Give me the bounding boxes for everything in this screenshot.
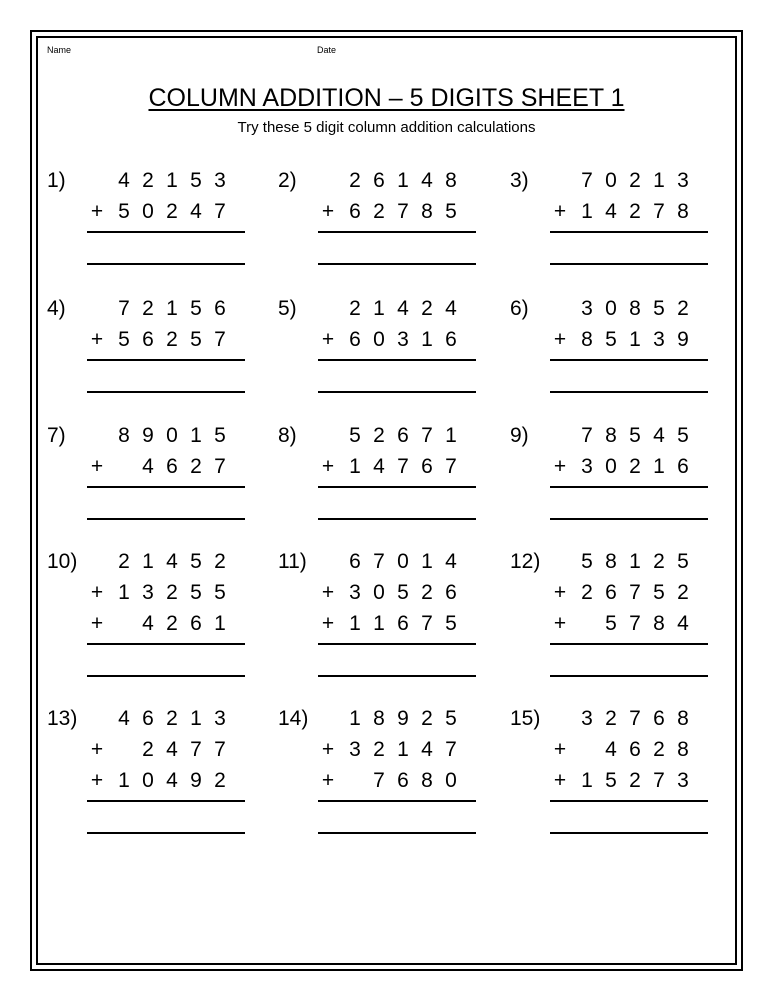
answer-line[interactable] [550,391,708,393]
digit: 5 [605,612,617,635]
addend-row [510,199,750,225]
digit: 7 [373,550,385,573]
digit: 6 [397,769,409,792]
digit: 5 [190,328,202,351]
digit: 7 [653,200,665,223]
problem-6 [510,296,750,426]
digit: 1 [581,200,593,223]
addend-row [510,327,750,353]
digit: 3 [349,581,361,604]
digit: 7 [629,707,641,730]
digit: 5 [677,550,689,573]
plus-sign: + [90,612,104,635]
answer-line[interactable] [87,675,245,677]
plus-sign: + [90,769,104,792]
digit: 3 [142,581,154,604]
addend-row-first [510,706,750,732]
digit: 2 [142,169,154,192]
answer-line[interactable] [318,832,476,834]
digit: 7 [397,200,409,223]
sum-line [550,231,708,233]
plus-sign: + [553,738,567,761]
digit: 4 [653,424,665,447]
digit: 4 [373,455,385,478]
digit: 2 [629,200,641,223]
digit: 3 [349,738,361,761]
digit: 0 [142,769,154,792]
answer-line[interactable] [318,518,476,520]
problem-14 [278,706,518,836]
problem-number: 13) [47,707,78,730]
digit: 7 [190,738,202,761]
digit: 4 [118,707,130,730]
digit: 1 [397,738,409,761]
digit: 8 [677,707,689,730]
plus-sign: + [321,769,335,792]
digit: 1 [629,550,641,573]
sum-line [87,231,245,233]
problem-number: 6) [510,297,529,320]
digit: 5 [629,424,641,447]
plus-sign: + [321,328,335,351]
digit: 6 [397,424,409,447]
digit: 8 [421,769,433,792]
plus-sign: + [90,738,104,761]
digit: 4 [445,297,457,320]
addend-row-first [278,549,518,575]
digit: 4 [190,200,202,223]
problem-number: 15) [510,707,541,730]
digit: 1 [397,169,409,192]
digit: 0 [166,424,178,447]
sum-line [87,359,245,361]
digit: 5 [445,612,457,635]
digit: 9 [397,707,409,730]
digit: 6 [214,297,226,320]
digit: 1 [190,707,202,730]
digit: 1 [166,169,178,192]
digit: 5 [605,769,617,792]
digit: 0 [373,581,385,604]
addend-row-first [510,296,750,322]
digit: 6 [349,200,361,223]
answer-line[interactable] [87,832,245,834]
digit: 3 [677,169,689,192]
name-label: Name [47,45,72,55]
answer-line[interactable] [87,263,245,265]
digit: 5 [190,550,202,573]
addend-row [278,454,518,480]
digit: 2 [605,707,617,730]
digit: 8 [373,707,385,730]
digit: 7 [214,455,226,478]
digit: 6 [142,707,154,730]
addend-row-first [278,168,518,194]
digit: 4 [445,550,457,573]
digit: 0 [373,328,385,351]
digit: 1 [214,612,226,635]
problem-number: 3) [510,169,529,192]
problem-9 [510,423,750,553]
digit: 5 [214,424,226,447]
digit: 6 [445,328,457,351]
digit: 7 [118,297,130,320]
digit: 2 [349,169,361,192]
problem-number: 2) [278,169,297,192]
digit: 8 [677,200,689,223]
digit: 3 [214,707,226,730]
digit: 4 [605,200,617,223]
problem-11 [278,549,518,679]
plus-sign: + [553,612,567,635]
digit: 1 [142,550,154,573]
addend-row [47,454,287,480]
digit: 8 [605,424,617,447]
problem-number: 12) [510,550,541,573]
digit: 6 [373,169,385,192]
addend-row [510,454,750,480]
addend-row [47,327,287,353]
plus-sign: + [321,612,335,635]
digit: 2 [677,297,689,320]
sum-line [87,800,245,802]
addend-row [47,768,287,794]
worksheet-subtitle: Try these 5 digit column addition calculations [237,119,536,136]
digit: 0 [605,455,617,478]
sum-line [318,359,476,361]
sum-line [550,359,708,361]
plus-sign: + [553,581,567,604]
digit: 2 [349,297,361,320]
digit: 3 [214,169,226,192]
digit: 7 [581,169,593,192]
digit: 8 [445,169,457,192]
digit: 0 [445,769,457,792]
digit: 7 [421,612,433,635]
digit: 2 [142,738,154,761]
plus-sign: + [321,581,335,604]
digit: 2 [421,581,433,604]
digit: 3 [677,769,689,792]
digit: 1 [653,169,665,192]
sum-line [318,486,476,488]
answer-line[interactable] [550,832,708,834]
date-label: Date [317,45,337,55]
problem-number: 4) [47,297,66,320]
addend-row [510,768,750,794]
sum-line [87,486,245,488]
digit: 4 [142,612,154,635]
digit: 5 [653,297,665,320]
sum-line [550,486,708,488]
digit: 5 [118,200,130,223]
answer-line[interactable] [550,263,708,265]
digit: 4 [677,612,689,635]
sum-line [550,643,708,645]
addend-row [47,580,287,606]
sum-line [550,800,708,802]
digit: 1 [421,328,433,351]
digit: 5 [190,297,202,320]
digit: 2 [421,707,433,730]
addend-row-first [278,423,518,449]
digit: 2 [677,581,689,604]
plus-sign: + [553,328,567,351]
plus-sign: + [90,200,104,223]
problem-number: 10) [47,550,78,573]
digit: 2 [166,200,178,223]
addend-row [47,737,287,763]
digit: 6 [629,738,641,761]
digit: 2 [166,707,178,730]
digit: 4 [166,738,178,761]
digit: 1 [349,455,361,478]
digit: 4 [605,738,617,761]
plus-sign: + [321,455,335,478]
digit: 7 [214,200,226,223]
digit: 6 [349,328,361,351]
problem-12 [510,549,750,679]
addend-row-first [47,168,287,194]
digit: 2 [214,769,226,792]
problem-number: 7) [47,424,66,447]
digit: 5 [581,550,593,573]
digit: 7 [445,455,457,478]
problem-5 [278,296,518,426]
digit: 5 [677,424,689,447]
addend-row [278,611,518,637]
problem-10 [47,549,287,679]
digit: 5 [605,328,617,351]
digit: 2 [166,581,178,604]
sum-line [318,800,476,802]
digit: 2 [629,455,641,478]
digit: 2 [190,455,202,478]
addend-row-first [510,168,750,194]
addend-row [47,199,287,225]
problem-8 [278,423,518,553]
addend-row [278,737,518,763]
problem-number: 5) [278,297,297,320]
addend-row-first [510,549,750,575]
digit: 2 [373,200,385,223]
digit: 1 [190,424,202,447]
digit: 5 [190,169,202,192]
digit: 6 [421,455,433,478]
worksheet-title-text: COLUMN ADDITION – 5 DIGITS SHEET 1 [148,84,625,112]
problem-13 [47,706,287,836]
digit: 5 [349,424,361,447]
digit: 6 [677,455,689,478]
digit: 4 [166,550,178,573]
digit: 1 [118,581,130,604]
digit: 6 [605,581,617,604]
digit: 5 [118,328,130,351]
digit: 1 [629,328,641,351]
digit: 5 [653,581,665,604]
addend-row-first [278,296,518,322]
digit: 4 [142,455,154,478]
plus-sign: + [553,455,567,478]
digit: 4 [397,297,409,320]
problem-number: 8) [278,424,297,447]
answer-line[interactable] [550,675,708,677]
answer-line[interactable] [87,518,245,520]
digit: 3 [581,707,593,730]
answer-line[interactable] [318,263,476,265]
digit: 7 [445,738,457,761]
addend-row-first [47,423,287,449]
problem-number: 9) [510,424,529,447]
digit: 3 [653,328,665,351]
digit: 0 [397,550,409,573]
problem-2 [278,168,518,298]
digit: 7 [653,769,665,792]
digit: 2 [373,738,385,761]
addend-row [278,768,518,794]
digit: 8 [421,200,433,223]
digit: 0 [605,169,617,192]
digit: 7 [397,455,409,478]
problem-1 [47,168,287,298]
digit: 3 [581,297,593,320]
plus-sign: + [90,581,104,604]
digit: 2 [118,550,130,573]
problem-4 [47,296,287,426]
digit: 6 [142,328,154,351]
plus-sign: + [553,769,567,792]
digit: 6 [349,550,361,573]
digit: 5 [214,581,226,604]
digit: 4 [118,169,130,192]
digit: 2 [629,169,641,192]
addend-row-first [47,549,287,575]
digit: 2 [653,738,665,761]
digit: 7 [629,581,641,604]
digit: 6 [397,612,409,635]
digit: 2 [373,424,385,447]
digit: 4 [166,769,178,792]
sum-line [318,231,476,233]
addend-row-first [510,423,750,449]
addend-row-first [47,706,287,732]
digit: 6 [445,581,457,604]
digit: 5 [445,707,457,730]
digit: 9 [190,769,202,792]
answer-line[interactable] [318,675,476,677]
digit: 1 [373,297,385,320]
plus-sign: + [553,200,567,223]
answer-line[interactable] [318,391,476,393]
digit: 2 [166,612,178,635]
digit: 0 [605,297,617,320]
digit: 7 [629,612,641,635]
digit: 2 [166,328,178,351]
problem-number: 1) [47,169,66,192]
addend-row [510,737,750,763]
digit: 6 [190,612,202,635]
digit: 4 [421,738,433,761]
digit: 6 [166,455,178,478]
digit: 9 [677,328,689,351]
sum-line [87,643,245,645]
sum-line [318,643,476,645]
addend-row [510,580,750,606]
digit: 9 [142,424,154,447]
digit: 8 [677,738,689,761]
digit: 1 [421,550,433,573]
answer-line[interactable] [87,391,245,393]
problem-3 [510,168,750,298]
worksheet-title [0,84,773,113]
addend-row [278,580,518,606]
problem-15 [510,706,750,836]
digit: 7 [373,769,385,792]
digit: 1 [166,297,178,320]
digit: 2 [142,297,154,320]
digit: 6 [653,707,665,730]
digit: 1 [349,612,361,635]
digit: 3 [581,455,593,478]
digit: 7 [214,328,226,351]
plus-sign: + [321,738,335,761]
digit: 2 [629,769,641,792]
digit: 1 [373,612,385,635]
digit: 2 [581,581,593,604]
digit: 2 [421,297,433,320]
addend-row [510,611,750,637]
plus-sign: + [321,200,335,223]
problem-7 [47,423,287,553]
digit: 1 [349,707,361,730]
digit: 5 [190,581,202,604]
addend-row [278,199,518,225]
plus-sign: + [90,328,104,351]
digit: 4 [421,169,433,192]
digit: 1 [653,455,665,478]
digit: 1 [118,769,130,792]
plus-sign: + [90,455,104,478]
digit: 2 [214,550,226,573]
digit: 0 [142,200,154,223]
digit: 1 [581,769,593,792]
digit: 7 [581,424,593,447]
addend-row-first [47,296,287,322]
digit: 5 [397,581,409,604]
addend-row [278,327,518,353]
digit: 8 [629,297,641,320]
digit: 5 [445,200,457,223]
digit: 8 [605,550,617,573]
addend-row-first [278,706,518,732]
digit: 2 [653,550,665,573]
problem-number: 14) [278,707,309,730]
digit: 7 [214,738,226,761]
digit: 1 [445,424,457,447]
digit: 8 [118,424,130,447]
answer-line[interactable] [550,518,708,520]
digit: 3 [397,328,409,351]
digit: 8 [653,612,665,635]
digit: 8 [581,328,593,351]
problem-number: 11) [278,550,307,573]
addend-row [47,611,287,637]
digit: 7 [421,424,433,447]
